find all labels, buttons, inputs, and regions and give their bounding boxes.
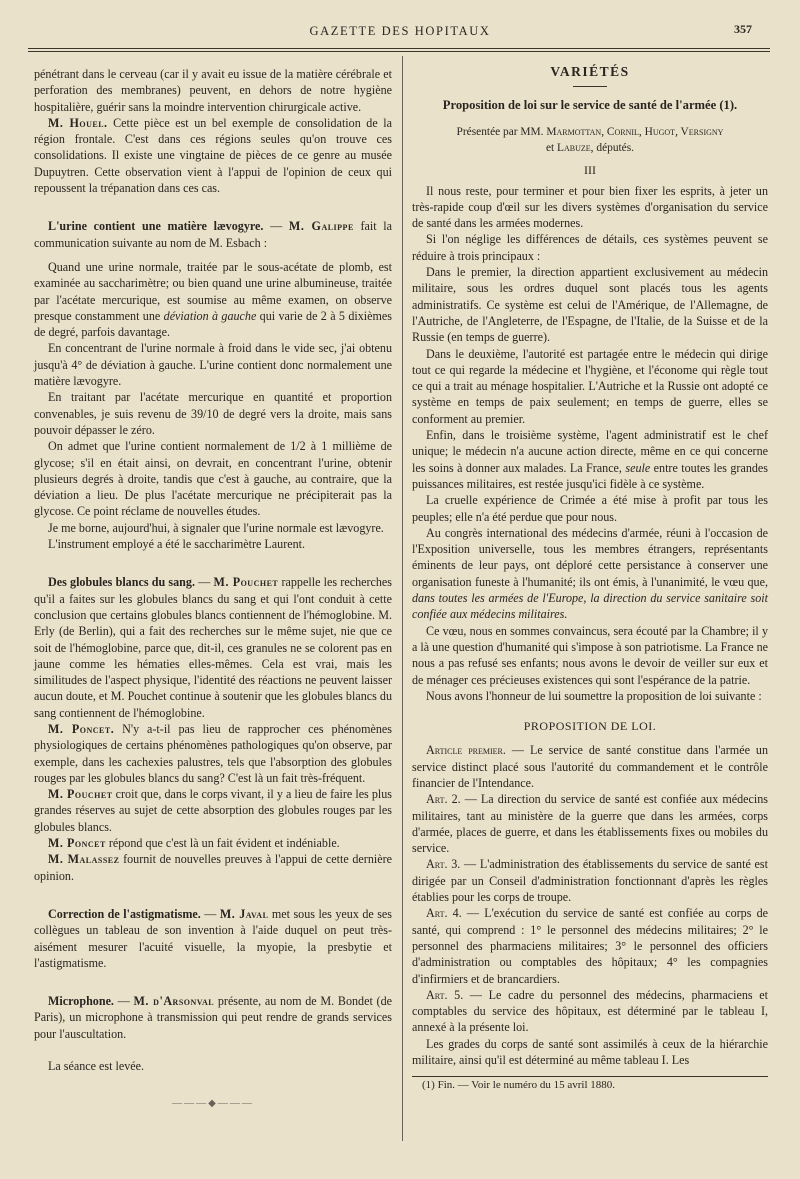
closing-line: La séance est levée. bbox=[48, 1059, 145, 1074]
text: qui varie de 2 à 5 dixièmes de degré, parfois davantage. bbox=[34, 308, 392, 340]
section-title: L'urine contient une matière lævogyre. bbox=[48, 219, 264, 234]
speaker-name: M. Galippe bbox=[288, 219, 354, 234]
section-astigmatisme bbox=[34, 906, 392, 971]
section-title: Des globules blancs du sang. bbox=[48, 575, 195, 590]
ornament-divider: ———◆——— bbox=[172, 1098, 254, 1110]
column-divider bbox=[402, 56, 403, 1141]
paragraph: Dans le deuxième, l'autorité est partagée entre le médecin qui dirige tout ce qui regarde la médecine et l'hygiène, et l'économe qui règle tout ce qui a trait au ménage hospitalier. L'Autriche et la Russie ont adopté ce système en temps de paix seulement; en temps de guerre, elles se conforment au premier. bbox=[412, 346, 768, 426]
page-header bbox=[0, 20, 800, 44]
right-column bbox=[412, 66, 768, 1094]
paragraph-poncet-reply bbox=[34, 835, 392, 851]
left-column bbox=[34, 66, 392, 1113]
speaker-name: M. Pouchet bbox=[48, 787, 113, 802]
byline-names: Labuze bbox=[557, 142, 591, 155]
byline-text: , députés. bbox=[590, 142, 635, 155]
speaker-name: M. d'Arsonval bbox=[133, 994, 215, 1009]
article-title bbox=[412, 97, 768, 114]
speaker-text: répond que c'est là un fait évident et indéniable. bbox=[105, 836, 340, 851]
article-4 bbox=[412, 905, 768, 986]
proposition-title: PROPOSITION DE LOI. bbox=[523, 719, 657, 734]
dash: — bbox=[200, 906, 220, 921]
italic-text: dans toutes les armées de l'Europe, la direction du service sanitaire soit confiée aux médecins militaires. bbox=[412, 591, 768, 622]
article-text: — Le cadre du personnel des médecins, pharmaciens et comptables du service des hôpitaux, est déterminé par le tableau I, annexé à la présente loi. bbox=[412, 987, 768, 1035]
footnote: (1) Fin. — Voir le numéro du 15 avril 1880. bbox=[422, 1079, 615, 1092]
paragraph: On admet que l'urine contient normalement de 1/2 à 1 millième de glycose; s'il en était ainsi, on devrait, en concentrant l'urine, obtenir plusieurs degrés à droite, tandis que c'est à gauche, au contraire, que la déviation a lieu. De plus l'acétate mercurique ne précipiterait pas la glycose. Ce point réclame de nouvelles études. bbox=[34, 439, 392, 519]
section-microphone bbox=[34, 993, 392, 1042]
section-heading: VARIÉTÉS bbox=[550, 64, 630, 79]
paragraph: En traitant par l'acétate mercurique en quantité et proportion convenables, je suis revenu de 39/10 de degré vers la droite, mais sans pouvoir dépasser le zéro. bbox=[34, 390, 392, 437]
header-rule-bottom bbox=[28, 51, 770, 52]
article-label: Art. 5. bbox=[426, 987, 464, 1002]
speaker-name: M. Pouchet bbox=[213, 575, 279, 590]
dash: — bbox=[194, 575, 214, 590]
paragraph: L'instrument employé a été le saccharimètre Laurent. bbox=[48, 537, 306, 552]
paragraph: En concentrant de l'urine normale à froid dans le vide sec, j'ai obtenu jusqu'à 4° de déviation à gauche. L'urine contient donc normalement une matière lævogyre. bbox=[34, 341, 392, 389]
article-label: Art. 3. bbox=[426, 857, 461, 872]
paragraph bbox=[412, 525, 768, 623]
text: Quand une urine normale, traitée par le sous-acétate de plomb, est examinée au saccharimètre; ou bien quand une urine albumineuse, traitée par l'acétate mercurique, est soumise au même examen, on observe presque constamment une bbox=[34, 259, 392, 323]
article-2 bbox=[412, 791, 768, 856]
speaker-text: rappelle les recherches qu'il a faites sur les globules blancs du sang et qui l'ont conduit à cette conclusion que certains globules blancs contiennent de l'hémoglobine. M. Erly (de Berlin), qui a fait des recherches sur le même sujet, nie que ce soit de l'hémoglobine, parce que, dit-il, ces granules ne se colorent pas en jaune comme les hématies elles-mêmes. Cela est vrai, mais les similitudes de l'aspect physique, l'identité des réactions ne peuvent laisser aucun doute, et M. Pouchet continue à soutenir que les globules blancs du sang contiennent de l'hémoglobine. bbox=[34, 575, 393, 720]
paragraph: Dans le premier, la direction appartient exclusivement au médecin militaire, sous les ordres duquel sont placés tous les agents administratifs. Ce système est celui de l'Amérique, de l'Allemagne, de l'Autriche, de l'Angleterre, de l'Espagne, de l'Italie, de la Suisse et de la Russie (en temps de guerre). bbox=[412, 265, 768, 345]
speaker-text: N'y a-t-il pas lieu de rapprocher ces phénomènes physiologiques de certains phénomènes pathologiques qu'on observe, par exemple, dans les cachexies palustres, tels que l'absorption des globules rouges par les globules blancs du sang? C'est là un fait très-fréquent. bbox=[34, 721, 393, 785]
text: entre toutes les grandes puissances militaires, est restée jusqu'ici fidèle à ce système. bbox=[412, 460, 768, 491]
speaker-text: croit que, dans le corps vivant, il y a lieu de faire les plus grandes réserves au sujet de cette absorption des globules rouges par les globules blancs. bbox=[34, 787, 392, 834]
paragraph: La cruelle expérience de Crimée a été mise à profit par tous les peuples; elle n'a été perdue que pour nous. bbox=[412, 493, 768, 524]
paragraph: Je me borne, aujourd'hui, à signaler que l'urine normale est lævogyre. bbox=[48, 520, 384, 535]
paragraph: Les grades du corps de santé sont assimilés à ceux de la hiérarchie militaire, ainsi qu'il est déterminé au même tableau I. Les bbox=[412, 1036, 768, 1068]
speaker-text: présente, au nom de M. Bondet (de Paris), un microphone à transmission qui peut rendre de grands services pour l'auscultation. bbox=[34, 994, 393, 1041]
article-label: Article premier. bbox=[426, 743, 506, 758]
speaker-name: M. Poncet. bbox=[48, 721, 115, 736]
paragraph-poncet bbox=[34, 721, 392, 786]
speaker-name: M. Javal bbox=[219, 906, 269, 921]
speaker-text: met sous les yeux de ses collègues un tableau de son invention à l'aide duquel on peut très-aisément mesurer l'acuité visuelle, la myopie, la presbytie et l'astigmatisme. bbox=[34, 906, 392, 970]
section-title: Microphone. bbox=[48, 994, 114, 1009]
article-5 bbox=[412, 987, 768, 1036]
header-rule-top bbox=[28, 48, 770, 49]
section-urine bbox=[34, 218, 392, 251]
article-label: Art. 4. bbox=[426, 906, 462, 921]
page-number: 357 bbox=[734, 22, 752, 36]
article-text: — L'exécution du service de santé est confiée au corps de santé, qui comprend : 1° le personnel des médecins militaires; 2° le personnel des pharmaciens militaires; 3° le personnel des officiers d'administration ou comptables des hôpitaux; 4° les compagnies d'infirmiers et de brancardiers. bbox=[412, 906, 768, 986]
paragraph-malassez bbox=[34, 851, 392, 884]
article-text: — L'administration des établissements du service de santé est dirigée par un Conseil d'administration fonctionnant d'après les règles établies pour les corps de troupe. bbox=[412, 857, 768, 905]
text: Enfin, dans le troisième système, l'agent administratif est le chef unique; le médecin n'a aucune action directe, même en ce qui concerne les soins à donner aux malades. La France, bbox=[412, 428, 768, 475]
paragraph bbox=[34, 259, 392, 340]
article-text: — La direction du service de santé est confiée aux médecins militaires, tant au ministère de la guerre que dans les armées, corps d'armée, places de guerre, et dans les établissements fixes ou mobiles du service. bbox=[412, 792, 768, 856]
dash: — bbox=[113, 994, 134, 1009]
speaker-name: M. Poncet bbox=[48, 836, 106, 851]
paragraph: Ce vœu, nous en sommes convaincus, sera écouté par la Chambre; il y a là une question d'humanité qui s'impose à son patriotisme. La France ne nous a pas refusé ses enfants; nous avons le devoir de veiller sur eux et de ménager ces précieuses existences qui sont l'espérance de la patrie. bbox=[412, 623, 768, 687]
article-3 bbox=[412, 856, 768, 905]
paragraph-houel bbox=[34, 115, 392, 196]
paragraph bbox=[412, 427, 768, 492]
section-globules bbox=[34, 574, 392, 721]
article-label: Art. 2. bbox=[426, 792, 461, 807]
speaker-name: M. Houel. bbox=[48, 115, 108, 130]
paragraph: Si l'on néglige les différences de détails, ces systèmes peuvent se réduire à trois principaux : bbox=[412, 232, 768, 263]
byline-text: et bbox=[545, 142, 558, 155]
title-text: Proposition de loi sur le service de santé de l'armée bbox=[442, 98, 717, 113]
byline-names: Marmottan, Cornil, Hugot, Versigny bbox=[546, 126, 724, 139]
byline-text: Présentée par MM. bbox=[456, 126, 547, 139]
speaker-text: Cette pièce est un bel exemple de consolidation de la région frontale. C'est dans ces régions seules qu'on trouve ces consolidations. Il existe une vingtaine de pièces de ce genre au musée Dupuytren. Cette observation vient à l'appui de l'opinion de ceux qui repoussent la trépanation dans ces cas. bbox=[34, 115, 392, 196]
byline bbox=[412, 124, 768, 156]
italic-text: déviation à gauche bbox=[163, 308, 257, 323]
paragraph: pénétrant dans le cerveau (car il y avait eu issue de la matière cérébrale et perforation des membranes) peuvent, en dehors de notre hygiène hospitalière, guérir sans la moindre intervention chirurgicale active. bbox=[34, 67, 392, 114]
speaker-text: fait la communication suivante au nom de M. Esbach : bbox=[34, 219, 393, 250]
section-title: Correction de l'astigmatisme. bbox=[48, 906, 201, 921]
paragraph: Il nous reste, pour terminer et pour bien fixer les esprits, à jeter un très-rapide coup d'œil sur les divers systèmes d'organisation du service de santé dans les armées modernes. bbox=[412, 183, 768, 231]
text: Au congrès international des médecins d'armée, réuni à l'occasion de l'Exposition universelle, tous les membres étrangers, représentants éminents de leur pays, ont déploré cette persistance à conserver une organisation funeste à l'humanité; ils ont émis, à l'unanimité, le vœu que, bbox=[412, 525, 768, 589]
footnote-ref: (1). bbox=[716, 98, 738, 113]
article-text: — Le service de santé constitue dans l'armée un service distinct placé sous l'autorité du commandement et le contrôle financier de l'Intendance. bbox=[412, 743, 768, 790]
speaker-name: M. Malassez bbox=[48, 852, 120, 867]
journal-title: GAZETTE DES HOPITAUX bbox=[309, 24, 491, 38]
speaker-text: fournit de nouvelles preuves à l'appui de cette dernière opinion. bbox=[34, 852, 392, 883]
paragraph: Nous avons l'honneur de lui soumettre la proposition de loi suivante : bbox=[426, 688, 762, 703]
article-1 bbox=[412, 742, 768, 791]
dash: — bbox=[263, 219, 289, 234]
paragraph-pouchet bbox=[34, 786, 392, 835]
section-number: III bbox=[584, 163, 596, 178]
italic-text: seule bbox=[625, 460, 651, 475]
heading-rule bbox=[573, 86, 607, 87]
